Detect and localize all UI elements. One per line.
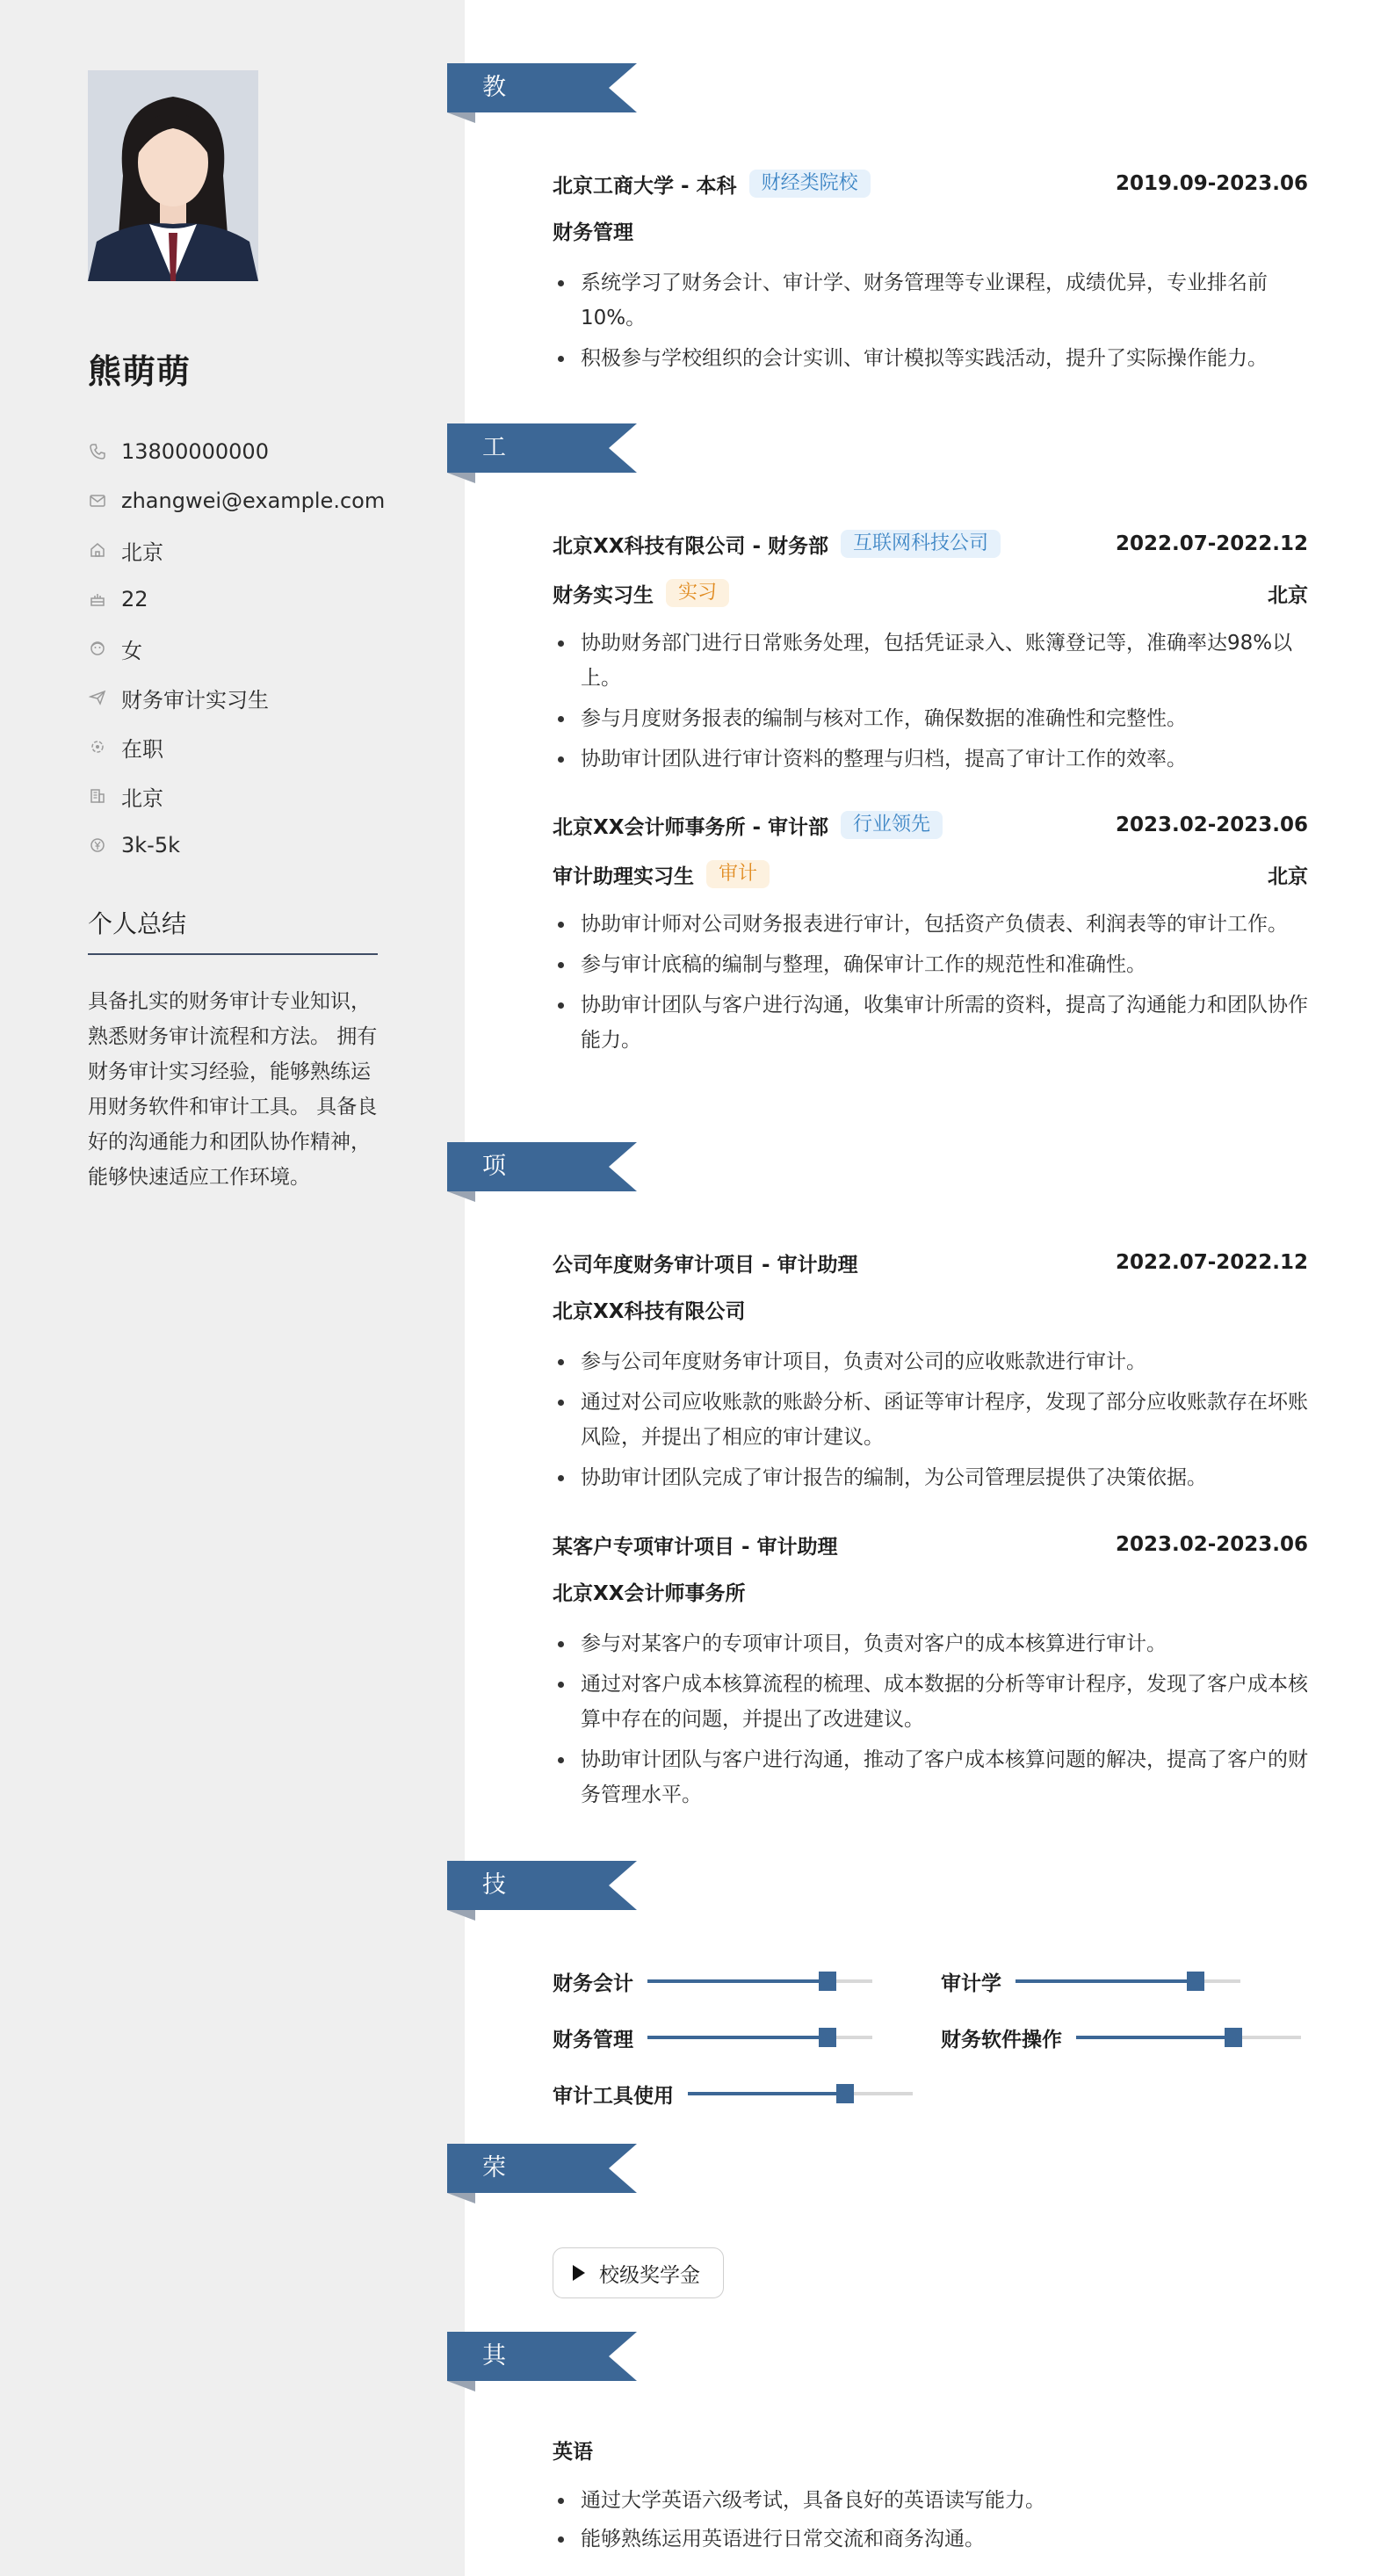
ribbon-fold — [447, 112, 475, 123]
company-tag: 行业领先 — [841, 811, 943, 839]
portrait-image — [88, 70, 258, 281]
skill-fill — [1076, 2036, 1233, 2039]
project-title: 某客户专项审计项目 - 审计助理 — [553, 1535, 838, 1559]
work-city: 北京 — [1268, 583, 1308, 607]
section-ribbon — [447, 423, 637, 473]
role-tag: 实习 — [666, 579, 729, 607]
skill-bar — [1016, 1979, 1240, 1983]
skill-item — [553, 1966, 872, 1996]
main-content — [465, 0, 1395, 2576]
list-item: 能够熟练运用英语进行日常交流和商务沟通。 — [553, 2522, 1308, 2557]
info-text: 女 — [121, 638, 142, 663]
work-entry-1 — [553, 529, 1308, 777]
section-title: 荣誉奖项 — [482, 2154, 507, 2329]
section-ribbon — [447, 2144, 637, 2193]
project-bullets — [553, 1344, 1308, 1495]
info-location — [88, 525, 387, 575]
major: 财务管理 — [553, 221, 633, 244]
ribbon-fold — [447, 473, 475, 483]
other-bullets — [553, 2483, 1308, 2557]
info-text: 北京 — [121, 785, 163, 811]
building-icon — [88, 786, 107, 806]
info-text: 3k-5k — [121, 833, 180, 857]
other-entry — [553, 2437, 1308, 2557]
skill-item — [941, 1966, 1240, 1996]
info-text: 北京 — [121, 539, 163, 565]
award-item — [553, 2247, 724, 2298]
project-entry-1 — [553, 1248, 1308, 1495]
work-entry-2 — [553, 810, 1308, 1058]
list-item: 参与月度财务报表的编制与核对工作，确保数据的准确性和完整性。 — [553, 701, 1308, 736]
skill-knob — [819, 1972, 836, 1991]
list-item: 协助审计团队进行审计资料的整理与归档，提高了审计工作的效率。 — [553, 742, 1308, 777]
company-tag: 互联网科技公司 — [841, 530, 1001, 558]
profile-photo — [88, 70, 258, 281]
skill-knob — [836, 2084, 854, 2103]
project-header-row — [553, 1248, 1308, 1277]
list-item: 参与审计底稿的编制与整理，确保审计工作的规范性和准确性。 — [553, 947, 1308, 982]
list-item: 参与对某客户的专项审计项目，负责对客户的成本核算进行审计。 — [553, 1626, 1308, 1661]
info-phone — [88, 427, 387, 476]
info-text: 在职 — [121, 736, 163, 762]
list-item: 积极参与学校组织的会计实训、审计模拟等实践活动，提升了实际操作能力。 — [553, 341, 1308, 376]
skill-fill — [688, 2092, 845, 2095]
project-entry-2 — [553, 1530, 1308, 1813]
ribbon-fold — [447, 2193, 475, 2203]
project-header-row — [553, 1530, 1308, 1559]
section-title: 项目经历 — [482, 1153, 507, 1328]
list-item: 协助审计团队完成了审计报告的编制，为公司管理层提供了决策依据。 — [553, 1460, 1308, 1495]
summary-title: 个人总结 — [88, 909, 187, 938]
summary-divider — [88, 953, 378, 955]
skill-bar — [647, 1979, 872, 1983]
skill-knob — [1187, 1972, 1204, 1991]
list-item: 通过对客户成本核算流程的梳理、成本数据的分析等审计程序，发现了客户成本核算中存在的问题，并提出了改进建议。 — [553, 1667, 1308, 1737]
education-entry — [553, 169, 1308, 376]
project-date: 2022.07-2022.12 — [1115, 1251, 1308, 1274]
skill-label: 审计工具使用 — [553, 2084, 674, 2108]
mail-icon — [88, 491, 107, 510]
school-tag: 财经类院校 — [749, 170, 871, 198]
info-position — [88, 673, 387, 722]
list-item: 通过对公司应收账款的账龄分析、函证等审计程序，发现了部分应收账款存在坏账风险，并提出了相应的审计建议。 — [553, 1385, 1308, 1455]
sidebar — [0, 0, 465, 2576]
work-date: 2023.02-2023.06 — [1115, 814, 1308, 836]
ribbon-fold — [447, 2381, 475, 2391]
info-text: zhangwei@example.com — [121, 488, 386, 513]
play-triangle-icon — [573, 2265, 585, 2281]
project-bullets — [553, 1626, 1308, 1813]
education-bullets — [553, 265, 1308, 376]
education-date: 2019.09-2023.06 — [1115, 172, 1308, 195]
contact-info-list — [88, 427, 387, 870]
send-icon — [88, 688, 107, 707]
info-text: 22 — [121, 587, 148, 611]
skill-fill — [1016, 1979, 1196, 1983]
skill-label: 财务管理 — [553, 2028, 633, 2051]
candidate-name: 熊萌萌 — [88, 352, 192, 391]
info-age — [88, 575, 387, 624]
section-title: 其他信息 — [482, 2342, 507, 2517]
info-text: 财务审计实习生 — [121, 687, 269, 713]
skill-item — [553, 2022, 872, 2052]
ribbon-fold — [447, 1910, 475, 1921]
list-item: 系统学习了财务会计、审计学、财务管理等专业课程，成绩优异，专业排名前10%。 — [553, 265, 1308, 336]
role-title: 审计助理实习生 — [553, 865, 694, 888]
work-date: 2022.07-2022.12 — [1115, 532, 1308, 555]
info-city — [88, 771, 387, 821]
section-ribbon — [447, 63, 637, 112]
section-ribbon — [447, 1861, 637, 1910]
work-header-row — [553, 529, 1308, 559]
role-row — [553, 578, 1308, 608]
list-item: 通过大学英语六级考试，具备良好的英语读写能力。 — [553, 2483, 1308, 2518]
status-icon — [88, 737, 107, 756]
ribbon-fold — [447, 1191, 475, 1202]
role-title: 财务实习生 — [553, 583, 654, 607]
skill-knob — [819, 2028, 836, 2047]
work-bullets — [553, 626, 1308, 777]
list-item: 协助审计团队与客户进行沟通，推动了客户成本核算问题的解决，提高了客户的财务管理水平。 — [553, 1742, 1308, 1813]
list-item: 协助财务部门进行日常账务处理，包括凭证录入、账簿登记等，准确率达98%以上。 — [553, 626, 1308, 696]
home-icon — [88, 540, 107, 560]
gender-icon — [88, 639, 107, 658]
section-title: 工作经历 — [482, 434, 507, 609]
skill-item — [553, 2079, 913, 2109]
education-header-row — [553, 169, 1308, 199]
project-org: 北京XX科技有限公司 — [553, 1300, 746, 1323]
work-bullets — [553, 907, 1308, 1058]
project-org: 北京XX会计师事务所 — [553, 1582, 746, 1605]
work-header-row — [553, 810, 1308, 840]
role-row — [553, 859, 1308, 889]
info-email — [88, 476, 387, 525]
skill-fill — [647, 2036, 828, 2039]
work-city: 北京 — [1268, 865, 1308, 888]
skills-grid — [553, 1966, 1308, 2107]
other-title: 英语 — [553, 2441, 593, 2464]
list-item: 协助审计师对公司财务报表进行审计，包括资产负债表、利润表等的审计工作。 — [553, 907, 1308, 942]
role-tag: 审计 — [706, 860, 770, 888]
phone-icon — [88, 442, 107, 461]
cake-icon — [88, 590, 107, 609]
skill-knob — [1225, 2028, 1242, 2047]
section-ribbon — [447, 1142, 637, 1191]
info-gender — [88, 624, 387, 673]
section-ribbon — [447, 2332, 637, 2381]
school-name: 北京工商大学 - 本科 — [553, 174, 737, 198]
skill-bar — [647, 2036, 872, 2039]
project-date: 2023.02-2023.06 — [1115, 1533, 1308, 1556]
project-title: 公司年度财务审计项目 - 审计助理 — [553, 1253, 858, 1277]
company-name: 北京XX科技有限公司 - 财务部 — [553, 534, 829, 558]
skill-bar — [1076, 2036, 1301, 2039]
section-title: 技能专长 — [482, 1871, 507, 2046]
summary-text: 具备扎实的财务审计专业知识，熟悉财务审计流程和方法。 拥有财务审计实习经验，能够熟练运用财务软件和审计工具。 具备良好的沟通能力和团队协作精神，能够快速适应工作环境。 — [88, 990, 378, 1189]
info-salary — [88, 821, 387, 870]
list-item: 协助审计团队与客户进行沟通，收集审计所需的资料，提高了沟通能力和团队协作能力。 — [553, 988, 1308, 1058]
skill-label: 审计学 — [941, 1972, 1001, 1995]
salary-icon — [88, 836, 107, 855]
skill-item — [941, 2022, 1301, 2052]
section-title: 教育经历 — [482, 74, 507, 249]
award-text: 校级奖学金 — [599, 2263, 700, 2287]
info-status — [88, 722, 387, 771]
skill-fill — [647, 1979, 828, 1983]
info-text: 13800000000 — [121, 439, 269, 464]
skill-label: 财务软件操作 — [941, 2028, 1062, 2051]
company-name: 北京XX会计师事务所 - 审计部 — [553, 815, 829, 839]
skill-bar — [688, 2092, 913, 2095]
skill-label: 财务会计 — [553, 1972, 633, 1995]
list-item: 参与公司年度财务审计项目，负责对公司的应收账款进行审计。 — [553, 1344, 1308, 1379]
